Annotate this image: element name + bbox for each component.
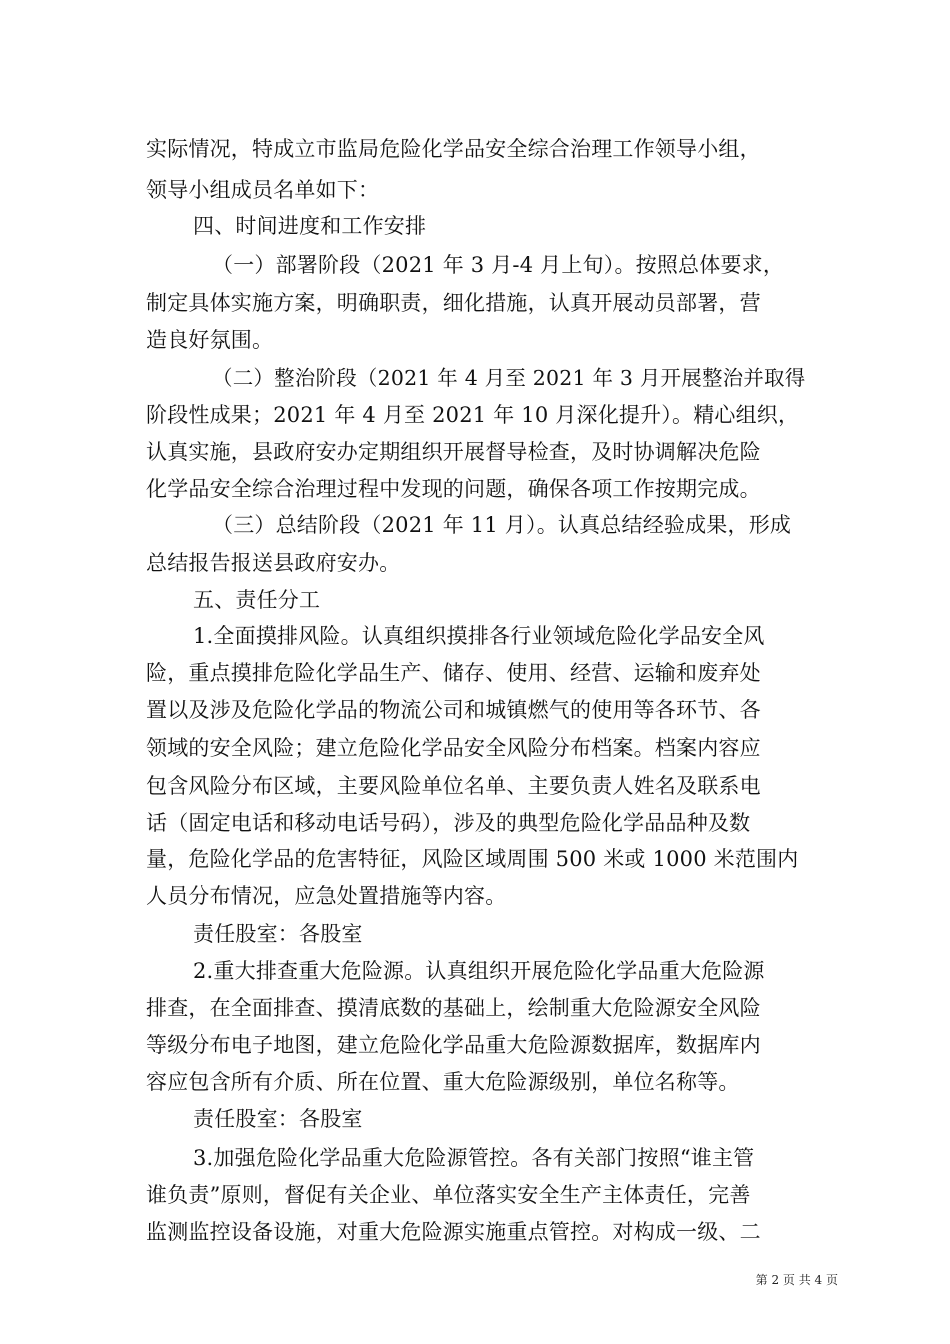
- text-line: 谁负责”原则，督促有关企业、单位落实安全生产主体责任，完善: [146, 1183, 751, 1207]
- text-line: 人员分布情况，应急处置措施等内容。: [146, 884, 507, 908]
- text-line: 容应包含所有介质、所在位置、重大危险源级别，单位名称等。: [146, 1070, 740, 1094]
- text-line: 1.全面摸排风险。认真组织摸排各行业领域危险化学品安全风: [193, 624, 765, 648]
- text-line: 领导小组成员名单如下：: [146, 178, 380, 202]
- section-heading: 五、责任分工: [193, 588, 321, 612]
- responsibility-line: 责任股室：各股室: [193, 922, 363, 946]
- text-line: 监测监控设备设施，对重大危险源实施重点管控。对构成一级、二: [146, 1220, 761, 1244]
- text-line: （二）整治阶段（2021 年 4 月至 2021 年 3 月开展整治并取得: [212, 366, 806, 390]
- page-number: 第 2 页 共 4 页: [755, 1273, 838, 1287]
- text-line: 实际情况，特成立市监局危险化学品安全综合治理工作领导小组，: [146, 137, 761, 161]
- text-line: 认真实施，县政府安办定期组织开展督导检查，及时协调解决危险: [146, 440, 761, 464]
- text-line: 量，危险化学品的危害特征，风险区域周围 500 米或 1000 米范围内: [146, 847, 799, 871]
- responsibility-line: 责任股室：各股室: [193, 1107, 363, 1131]
- text-line: 总结报告报送县政府安办。: [146, 551, 401, 575]
- text-line: 等级分布电子地图，建立危险化学品重大危险源数据库，数据库内: [146, 1033, 761, 1057]
- text-line: 制定具体实施方案，明确职责，细化措施，认真开展动员部署，营: [146, 291, 761, 315]
- text-line: 化学品安全综合治理过程中发现的问题，确保各项工作按期完成。: [146, 477, 761, 501]
- text-line: 造良好氛围。: [146, 328, 274, 352]
- text-line: 排查，在全面排查、摸清底数的基础上，绘制重大危险源安全风险: [146, 996, 761, 1020]
- text-line: 2.重大排查重大危险源。认真组织开展危险化学品重大危险源: [193, 959, 765, 983]
- text-line: 领域的安全风险；建立危险化学品安全风险分布档案。档案内容应: [146, 736, 761, 760]
- section-heading: 四、时间进度和工作安排: [193, 214, 427, 238]
- text-line: 话（固定电话和移动电话号码），涉及的典型危险化学品品种及数: [146, 811, 751, 835]
- text-line: （一）部署阶段（2021 年 3 月-4 月上旬）。按照总体要求，: [212, 253, 785, 277]
- text-line: 阶段性成果；2021 年 4 月至 2021 年 10 月深化提升）。精心组织，: [146, 403, 800, 427]
- text-line: 3.加强危险化学品重大危险源管控。各有关部门按照“谁主管: [193, 1146, 755, 1170]
- text-line: 险，重点摸排危险化学品生产、储存、使用、经营、运输和废弃处: [146, 661, 761, 685]
- text-line: 包含风险分布区域，主要风险单位名单、主要负责人姓名及联系电: [146, 774, 761, 798]
- text-line: 置以及涉及危险化学品的物流公司和城镇燃气的使用等各环节、各: [146, 698, 761, 722]
- text-line: （三）总结阶段（2021 年 11 月）。认真总结经验成果，形成: [212, 513, 792, 537]
